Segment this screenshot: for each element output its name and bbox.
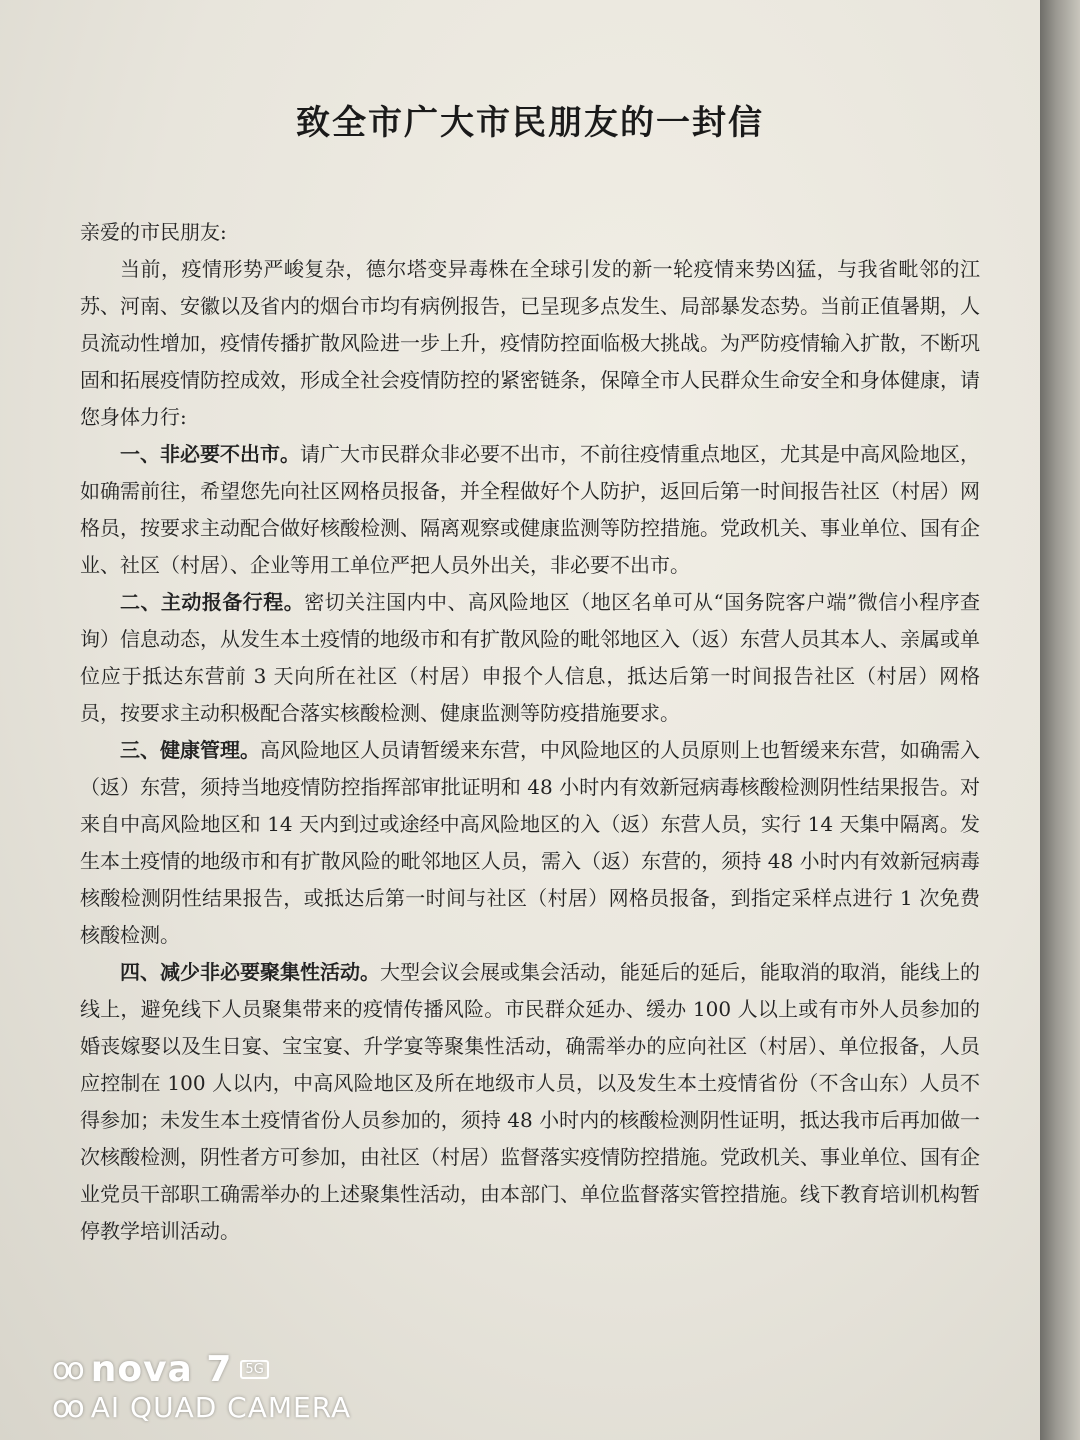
- letter-greeting: 亲爱的市民朋友:: [80, 220, 227, 244]
- rings-icon-secondary: oo: [52, 1390, 81, 1425]
- intro-paragraph: 当前，疫情形势严峻复杂，德尔塔变异毒株在全球引发的新一轮疫情来势凶猛，与我省毗邻的江苏、河南、安徽以及省内的烟台市均有病例报告，已呈现多点发生、局部暴发态势。当前正值暑期，人员流动性增加，疫情传播扩散风险进一步上升，疫情防控面临极大挑战。为严防疫情输入扩散，不断巩固和拓展疫情防控成效，形成全社会疫情防控的紧密链条，保障全市人民群众生命安全和身体健康，请您身体力行:: [80, 257, 980, 429]
- section-2-heading: 二、主动报备行程。: [120, 590, 305, 614]
- background-edge: [1040, 0, 1080, 1440]
- watermark-brand: nova 7: [90, 1348, 233, 1390]
- section-2-paragraph: [80, 584, 980, 732]
- camera-watermark: [52, 1348, 352, 1425]
- section-3-heading: 三、健康管理。: [120, 738, 260, 762]
- section-4-body: 大型会议会展或集会活动，能延后的延后，能取消的取消，能线上的线上，避免线下人员聚集带来的疫情传播风险。市民群众延办、缓办 100 人以上或有市外人员参加的婚丧嫁娶以及生日宴、宝宝宴、升学宴等聚集性活动，确需举办的应向社区（村居）、单位报备，人员应控制在 100 人以内，中高风险地区及所在地级市人员，以及发生本土疫情省份（不含山东）人员不得参加；未发生本土疫情省份人员参加的，须持 48 小时内的核酸检测阴性证明，抵达我市后再加做一次核酸检测，阴性者方可参加，由社区（村居）监督落实疫情防控措施。党政机关、事业单位、国有企业党员干部职工确需举办的上述聚集性活动，由本部门、单位监督落实管控措施。线下教育培训机构暂停教学培训活动。: [80, 960, 980, 1243]
- letter-title: 致全市广大市民朋友的一封信: [296, 103, 764, 143]
- section-1-paragraph: [80, 436, 980, 584]
- letter-body: [80, 95, 980, 1250]
- section-2-body: 密切关注国内中、高风险地区（地区名单可从“国务院客户端”微信小程序查询）信息动态，从发生本土疫情的地级市和有扩散风险的毗邻地区入（返）东营人员其本人、亲属或单位应于抵达东营前 3 天向所在社区（村居）申报个人信息，抵达后第一时间报告社区（村居）网格员，按要求主动积极配合落实核酸检测、健康监测等防疫措施要求。: [80, 590, 981, 725]
- 5g-badge: 5G: [240, 1360, 268, 1379]
- section-1-heading: 一、非必要不出市。: [120, 442, 300, 466]
- watermark-subtitle: AI QUAD CAMERA: [90, 1391, 352, 1424]
- rings-icon: oo: [52, 1351, 81, 1387]
- section-3-body: 高风险地区人员请暂缓来东营，中风险地区的人员原则上也暂缓来东营，如确需入（返）东营，须持当地疫情防控指挥部审批证明和 48 小时内有效新冠病毒核酸检测阴性结果报告。对来自中高风险地区和 14 天内到过或途经中高风险地区的入（返）东营人员，实行 14 天集中隔离。发生本土疫情的地级市和有扩散风险的毗邻地区人员，需入（返）东营的，须持 48 小时内有效新冠病毒核酸检测阴性结果报告，或抵达后第一时间与社区（村居）网格员报备，到指定采样点进行 1 次免费核酸检测。: [80, 738, 980, 947]
- section-4-paragraph: [80, 954, 980, 1250]
- section-4-heading: 四、减少非必要聚集性活动。: [120, 960, 380, 984]
- section-3-paragraph: [80, 732, 980, 954]
- section-1-body: 请广大市民群众非必要不出市，不前往疫情重点地区，尤其是中高风险地区，如确需前往，希望您先向社区网格员报备，并全程做好个人防护，返回后第一时间报告社区（村居）网格员，按要求主动配合做好核酸检测、隔离观察或健康监测等防控措施。党政机关、事业单位、国有企业、社区（村居）、企业等用工单位严把人员外出关，非必要不出市。: [80, 442, 980, 577]
